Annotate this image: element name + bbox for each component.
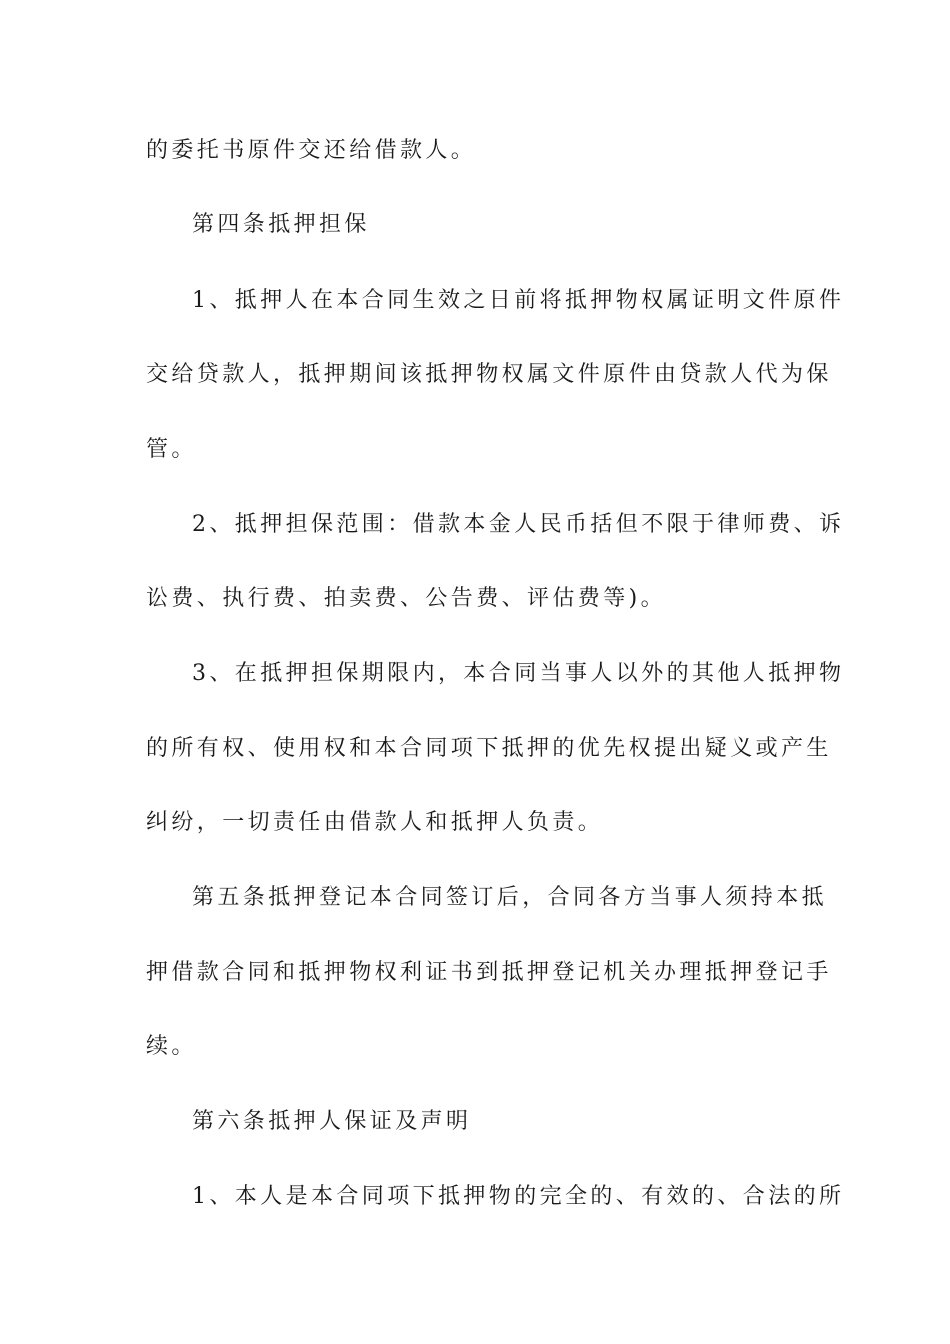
text-line: 续。 bbox=[146, 1034, 197, 1059]
text-line: 讼费、执行费、拍卖费、公告费、评估费等)。 bbox=[146, 586, 666, 611]
text-line: 押借款合同和抵押物权利证书到抵押登记机关办理抵押登记手 bbox=[146, 960, 832, 985]
paragraph-line: 2、抵押担保范围：借款本金人民币括但不限于律师费、诉 bbox=[192, 512, 845, 537]
text-line: 的所有权、使用权和本合同项下抵押的优先权提出疑义或产生 bbox=[146, 736, 832, 761]
text-line: 交给贷款人，抵押期间该抵押物权属文件原件由贷款人代为保 bbox=[146, 362, 832, 387]
text-line: 管。 bbox=[146, 437, 197, 462]
section-heading: 第四条抵押担保 bbox=[192, 212, 370, 237]
paragraph-line: 3、在抵押担保期限内，本合同当事人以外的其他人抵押物 bbox=[192, 661, 845, 686]
text-line: 的委托书原件交还给借款人。 bbox=[146, 138, 477, 163]
paragraph-line: 1、本人是本合同项下抵押物的完全的、有效的、合法的所 bbox=[192, 1184, 845, 1209]
paragraph-line: 1、抵押人在本合同生效之日前将抵押物权属证明文件原件 bbox=[192, 288, 845, 313]
text-line: 纠纷，一切责任由借款人和抵押人负责。 bbox=[146, 810, 604, 835]
section-heading: 第五条抵押登记本合同签订后，合同各方当事人须持本抵 bbox=[192, 885, 828, 910]
section-heading: 第六条抵押人保证及声明 bbox=[192, 1109, 472, 1134]
